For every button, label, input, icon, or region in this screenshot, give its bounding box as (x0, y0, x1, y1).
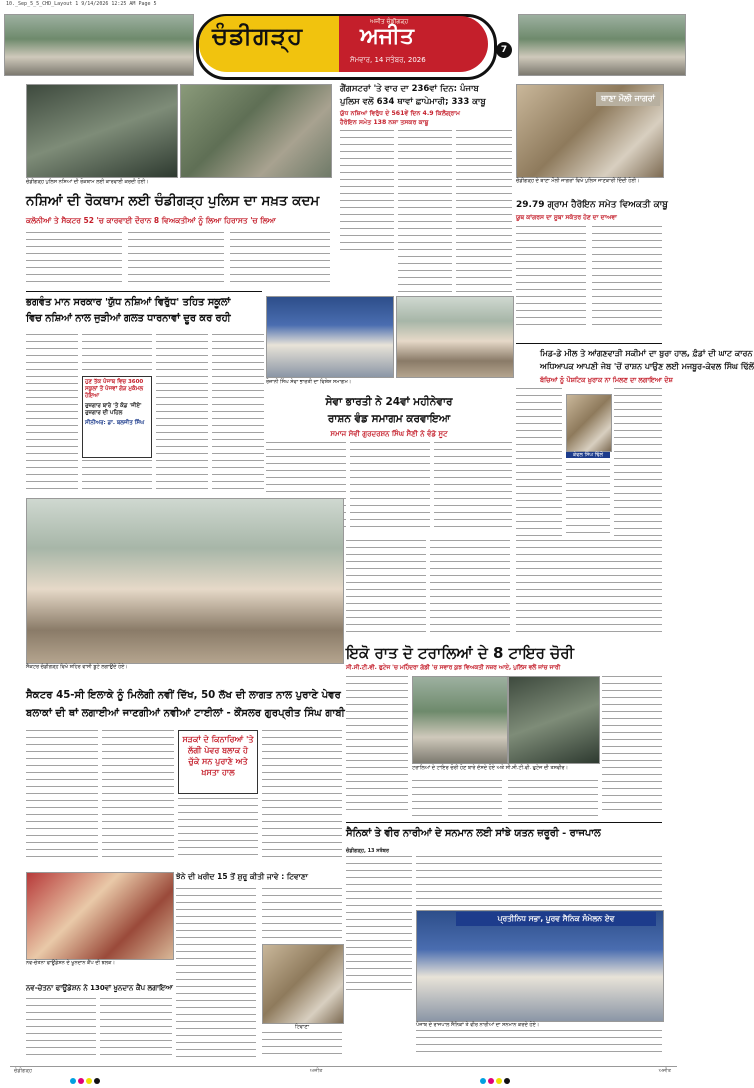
gangster-subhead-line-2: ਹੈਰੋਇਨ ਸਮੇਤ 138 ਨਸ਼ਾ ਤਸਕਰ ਕਾਬੂ (340, 119, 429, 126)
tyre-photo-2 (508, 676, 600, 764)
teacher-column-2 (566, 462, 610, 538)
tyre-column-3 (508, 780, 598, 816)
sector45-pullquote: ਸੜਕਾਂ ਦੇ ਕਿਨਾਰਿਆਂ 'ਤੇ ਲੱਗੀ ਪੇਵਰ ਬਲਾਕ ਹੋ ਚੁੱਕੇ ਸਨ ਪੁਰਾਣੇ ਅਤੇ ਖ਼ਸਤਾ ਹਾਲ (182, 735, 254, 777)
mid-column-3 (516, 540, 662, 638)
footer-center: ਅਜੀਤ (310, 1068, 323, 1074)
gangster-subhead-line-1: ਯੁੱਧ ਨਸ਼ਿਆਂ ਵਿਰੁੱਧ ਦੇ 561ਵੇਂ ਦਿਨ 4.9 ਕਿਲੋਗ੍ਰਾਮ (340, 110, 461, 117)
sector45-column-1 (26, 730, 98, 860)
tyre-headline: ਇਕੋ ਰਾਤ ਦੋ ਟਰਾਲਿਆਂ ਦੇ 8 ਟਾਇਰ ਚੋਰੀ (346, 644, 575, 662)
schools-pullquote-box (82, 376, 152, 458)
top-story-column-2 (128, 232, 224, 284)
tyre-column-1 (346, 676, 408, 816)
schools-headline-line-1: ਭਗਵੰਤ ਮਾਨ ਸਰਕਾਰ 'ਯੁੱਧ ਨਸ਼ਿਆਂ ਵਿਰੁੱਧ' ਤਹਿਤ ਸਕੂਲਾਂ (26, 297, 231, 308)
masthead-title-right: ਅਜੀਤ (360, 24, 414, 49)
schools-column-2a (82, 334, 152, 374)
mid-column-1 (346, 540, 426, 638)
gangster-headline-line-2: ਪੁਲਿਸ ਵਲੋਂ 634 ਥਾਵਾਂ ਛਾਪੇਮਾਰੀ; 333 ਕਾਬੂ (340, 97, 486, 107)
veterans-banner: ਪ੍ਰਤੀਨਿਧ ਸਭਾ, ਪੂਰਵ ਸੈਨਿਕ ਸੰਮੇਲਨ ਏਵ (456, 912, 656, 926)
tiwana-column-3 (262, 1032, 342, 1058)
registration-marks-right (480, 1069, 512, 1088)
seva-headline-line-2: ਰਾਸ਼ਨ ਵੰਡ ਸਮਾਗਮ ਕਰਵਾਇਆ (327, 413, 451, 425)
tiwana-column-2 (262, 888, 342, 940)
right-story-caption: ਚੰਡੀਗੜ੍ਹ ਦੇ ਥਾਣਾ ਮੌਲੀ ਜਾਗਰਾਂ ਵਿਖੇ ਪੁਲਿਸ ਜਾਣਕਾਰੀ ਦਿੰਦੀ ਹੋਈ। (516, 178, 640, 184)
mid-column-2 (430, 540, 510, 638)
schools-column-3 (156, 334, 208, 494)
schools-column-1 (26, 334, 78, 494)
seva-photo-1 (266, 296, 394, 378)
sector45-column-4 (262, 730, 342, 860)
veterans-column-3 (416, 1030, 662, 1058)
schools-pullquote-2: ਰੁਜ਼ਗਾਰ ਬਾਰੇ 'ਤੇ ਕੋਡ 'ਜੀਏ' ਰੁਜ਼ਗਾਰ ਦੀ ਪਹਿਲ (85, 403, 142, 416)
tyre-photo-1 (412, 676, 508, 764)
schools-pullquote-author: ਸੀਨੀਅਰ: ਡਾ. ਬਲਜੀਤ ਸਿੰਘ (85, 420, 145, 426)
blood-column-1 (26, 998, 96, 1058)
seva-caption: ਰੋਜ਼ਾਨੀ ਸਿੰਘ ਸੇਵਾ ਭਾਰਤੀ ਦਾ ਵਿਸ਼ੇਸ਼ ਸਮਾਗਮ। (266, 379, 352, 385)
top-story-column-3 (230, 232, 330, 284)
gangster-column-1 (340, 130, 394, 250)
right-story-headline: 29.79 ਗ੍ਰਾਮ ਹੈਰੋਇਨ ਸਮੇਤ ਵਿਅਕਤੀ ਕਾਬੂ (516, 200, 668, 210)
page-number: 7 (496, 42, 512, 58)
masthead-right-image (518, 14, 686, 76)
top-story-subhead: ਕਲੋਨੀਆਂ ਤੇ ਸੈਕਟਰ 52 'ਚ ਕਾਰਵਾਈ ਦੌਰਾਨ 8 ਵਿਅਕਤੀਆਂ ਨੂੰ ਲਿਆ ਹਿਰਾਸਤ 'ਚ ਲਿਆ (26, 216, 276, 225)
police-station-sign: ਥਾਣਾ ਮੌਲੀ ਜਾਗਰਾਂ (596, 92, 660, 106)
sector45-column-2 (102, 730, 174, 860)
masthead-title-left: ਚੰਡੀਗੜ੍ਹ (212, 22, 304, 50)
gangster-headline-line-1: ਗੈਂਗਸਟਰਾਂ 'ਤੇ ਵਾਰ ਦਾ 236ਵਾਂ ਦਿਨ: ਪੰਜਾਬ (340, 84, 479, 94)
seva-subhead: ਸਮਾਜ ਸੇਵੀ ਗੁਰਦਰਸ਼ਨ ਸਿੰਘ ਸੈਣੀ ਨੇ ਵੰਡੇ ਸੂਟ (330, 430, 448, 438)
blood-photo-caption: ਨਵ-ਚੇਤਨਾ ਫਾਊਂਡੇਸ਼ਨ ਦੇ ਖੂਨਦਾਨ ਕੈਂਪ ਦੀ ਝਲਕ। (26, 960, 115, 966)
tyre-subhead: ਸੀ.ਸੀ.ਟੀ.ਵੀ. ਫੁਟੇਜ 'ਚ ਮਹਿੰਦਰਾ ਗੱਡੀ 'ਚ ਸਵਾਰ ਕੁਝ ਵਿਅਕਤੀ ਨਜ਼ਰ ਆਏ, ਪੁਲਿਸ ਵਲੋਂ ਜਾਂਚ ਜਾਰੀ (346, 665, 561, 671)
top-story-headline: ਨਸ਼ਿਆਂ ਦੀ ਰੋਕਥਾਮ ਲਈ ਚੰਡੀਗੜ੍ਹ ਪੁਲਿਸ ਦਾ ਸਖ਼ਤ ਕਦਮ (26, 193, 320, 209)
footer-right: ਅਜੀਤ (658, 1068, 671, 1074)
seva-photo-2 (396, 296, 514, 378)
top-story-photo-2 (180, 84, 332, 178)
divider (516, 343, 662, 344)
sector45-pullquote-box (178, 730, 258, 794)
top-story-caption: ਚੰਡੀਗੜ੍ਹ ਪੁਲਿਸ ਨਸ਼ਿਆਂ ਦੀ ਰੋਕਥਾਮ ਲਈ ਕਾਰਵਾਈ ਕਰਦੀ ਹੋਈ। (26, 179, 149, 185)
seva-headline-line-1: ਸੇਵਾ ਭਾਰਤੀ ਨੇ 24ਵਾਂ ਮਹੀਨੇਵਾਰ (325, 396, 453, 408)
seva-column-2 (350, 442, 430, 532)
seva-column-3 (434, 442, 512, 532)
schools-column-2b (82, 460, 152, 494)
veterans-byline: ਚੰਡੀਗੜ੍ਹ, 13 ਸਤੰਬਰ (346, 848, 390, 854)
divider (346, 822, 662, 823)
teacher-column-1 (516, 388, 562, 538)
group-photo (26, 498, 344, 664)
footer-left: ਚੰਡੀਗੜ੍ਹ (14, 1068, 32, 1074)
masthead-tag: ਅਜੀਤ ਚੰਡੀਗੜ੍ਹ (370, 18, 409, 25)
teacher-column-3 (614, 388, 662, 538)
divider (26, 291, 262, 292)
masthead-left-image (4, 14, 194, 76)
tiwana-column-1 (176, 888, 256, 1058)
right-story-column-2 (592, 226, 662, 330)
sector45-headline-line-2: ਬਲਾਕਾਂ ਦੀ ਥਾਂ ਲਗਾਈਆਂ ਜਾਣਗੀਆਂ ਨਵੀਆਂ ਟਾਈਲਾਂ - ਕੌਂਸਲਰ ਗੁਰਪ੍ਰੀਤ ਸਿੰਘ ਗਾਬੀ (26, 708, 345, 719)
masthead-date: ਸੋਮਵਾਰ, 14 ਸਤੰਬਰ, 2026 (350, 56, 426, 64)
veterans-photo (416, 910, 664, 1022)
veterans-column-2 (416, 856, 662, 906)
tyre-photo-caption: ਟਰਾਲਿਆਂ ਦੇ ਟਾਇਰ ਚੋਰੀ ਹੋਣ ਬਾਰੇ ਦੱਸਦੇ ਹੋਏ ਅਤੇ ਸੀ.ਸੀ.ਟੀ.ਵੀ. ਫੁਟੇਜ ਦੀ ਤਸਵੀਰ। (412, 765, 568, 771)
schools-column-4 (212, 334, 264, 494)
teacher-headline-line-2: ਅਧਿਆਪਕ ਆਪਣੀ ਜੇਬ 'ਚੋਂ ਰਾਸ਼ਨ ਪਾਉਣ ਲਈ ਮਜਬੂਰ-ਕੇਵਲ ਸਿੰਘ ਢਿੱਲੋਂ (540, 362, 754, 371)
schools-pullquote: ਹੁਣ ਤੱਕ ਪੰਜਾਬ ਵਿਚ 3600 ਸਕੂਲਾਂ ਤੋਂ ਪੰਜਵਾਂ ਗੇੜ ਮੁਕੰਮਲ ਹੋਇਆ (85, 379, 144, 399)
blood-camp-photo (26, 872, 174, 960)
footer (10, 1066, 677, 1077)
blood-headline: ਨਵ-ਚੇਤਨਾ ਫਾਊਂਡੇਸ਼ਨ ਨੇ 130ਵਾਂ ਖੂਨਦਾਨ ਕੈਂਪ ਲਗਾਇਆ (26, 984, 173, 992)
teacher-portrait (566, 394, 612, 452)
tiwana-portrait-caption: ਟਿਵਾਣਾ (294, 1024, 310, 1030)
top-story-column-1 (26, 232, 122, 284)
teacher-portrait-caption: ਕੇਵਲ ਸਿੰਘ ਢਿੱਲੋਂ (566, 452, 610, 458)
sector45-headline-line-1: ਸੈਕਟਰ 45-ਸੀ ਇਲਾਕੇ ਨੂੰ ਮਿਲੇਗੀ ਨਵੀਂ ਦਿੱਖ, 50 ਲੱਖ ਦੀ ਲਾਗਤ ਨਾਲ ਪੁਰਾਣੇ ਪੇਵਰ (26, 690, 341, 701)
group-photo-caption: ਸੈਕਟਰ ਚੰਡੀਗੜ੍ਹ ਵਿਖੇ ਸ਼ਹਿਰ ਵਾਸੀ ਬੂਟੇ ਲਗਾਉਂਦੇ ਹੋਏ। (26, 664, 128, 670)
right-story-column-1 (516, 226, 586, 330)
sector45-column-3 (178, 798, 258, 860)
tyre-column-2 (412, 780, 502, 816)
veterans-column-1 (346, 856, 412, 996)
print-slug: 10._Sep_5_5_CHD_Layout 1 9/14/2026 12:25 AM Page 5 (6, 1, 157, 7)
right-story-subhead: ਯੂਥ ਕਾਂਗਰਸ ਦਾ ਸੂਬਾ ਸਕੱਤਰ ਹੋਣ ਦਾ ਦਾਅਵਾ (516, 214, 617, 221)
schools-headline-line-2: ਵਿਚ ਨਸ਼ਿਆਂ ਨਾਲ ਜੁੜੀਆਂ ਗਲਤ ਧਾਰਨਾਵਾਂ ਦੂਰ ਕਰ ਰਹੀ (26, 313, 231, 324)
tyre-column-4 (602, 676, 662, 816)
veterans-headline: ਸੈਨਿਕਾਂ ਤੇ ਵੀਰ ਨਾਰੀਆਂ ਦੇ ਸਨਮਾਨ ਲਈ ਸਾਂਝੇ ਯਤਨ ਜ਼ਰੂਰੀ - ਰਾਜਪਾਲ (346, 828, 601, 839)
tiwana-portrait (262, 944, 344, 1024)
blood-column-2 (100, 998, 172, 1058)
registration-marks (70, 1069, 102, 1088)
teacher-headline-line-1: ਮਿਡ-ਡੇ ਮੀਲ ਤੇ ਆਂਗਣਵਾੜੀ ਸਕੀਮਾਂ ਦਾ ਬੁਰਾ ਹਾਲ, ਫ਼ੰਡਾਂ ਦੀ ਘਾਟ ਕਾਰਨ (540, 349, 753, 358)
teacher-subhead: ਬੱਚਿਆਂ ਨੂੰ ਪੌਸ਼ਟਿਕ ਖ਼ੁਰਾਕ ਨਾ ਮਿਲਣ ਦਾ ਲਗਾਇਆ ਦੋਸ਼ (540, 376, 673, 384)
top-story-photo-1 (26, 84, 178, 178)
veterans-photo-caption: ਪੰਜਾਬ ਦੇ ਰਾਜਪਾਲ ਸੈਨਿਕਾਂ ਤੇ ਵੀਰ ਨਾਰੀਆਂ ਦਾ ਸਨਮਾਨ ਕਰਦੇ ਹੋਏ। (416, 1022, 540, 1028)
tiwana-headline: ਝੋਨੇ ਦੀ ਖ਼ਰੀਦ 15 ਤੋਂ ਸ਼ੁਰੂ ਕੀਤੀ ਜਾਵੇ : ਟਿਵਾਣਾ (176, 872, 308, 881)
